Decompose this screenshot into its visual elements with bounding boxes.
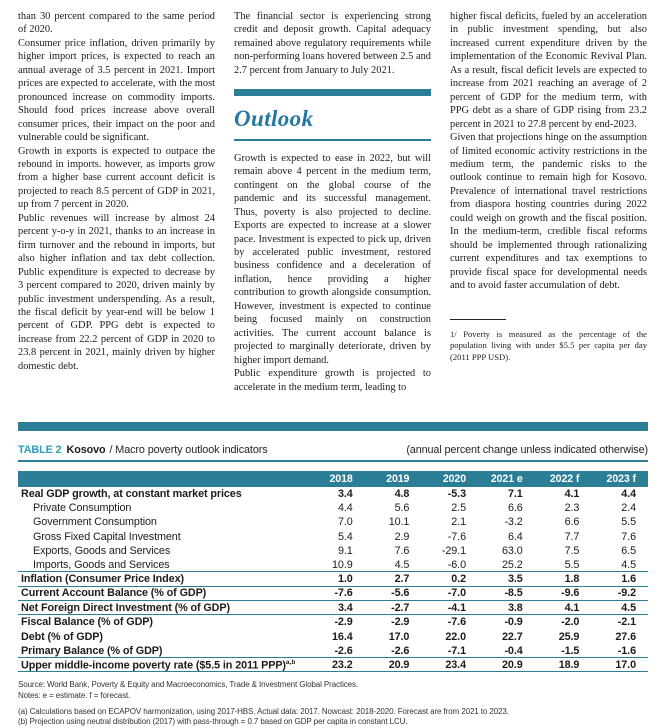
value-cell: 20.9 — [502, 658, 523, 671]
row-label: Primary Balance (% of GDP) — [21, 644, 163, 657]
table-body — [18, 487, 648, 673]
value-cell: 3.4 — [337, 601, 353, 614]
table-country: Kosovo — [66, 444, 106, 456]
value-cell: -8.5 — [504, 587, 523, 600]
value-cell: 16.4 — [332, 630, 353, 643]
value-cell: 6.5 — [621, 544, 636, 557]
table-title-text: / Macro poverty outlook indicators — [109, 444, 268, 456]
table-row — [18, 630, 648, 644]
column-left-paragraphs — [18, 10, 215, 373]
value-cell: 1.6 — [621, 573, 636, 586]
year-header-cell: 2020 — [442, 472, 466, 485]
value-cell: -2.7 — [391, 601, 410, 614]
value-cell: -0.9 — [504, 616, 523, 629]
column-middle-paragraphs-before — [234, 10, 431, 77]
year-header-cell: 2018 — [329, 472, 353, 485]
value-cell: -2.6 — [391, 644, 410, 657]
row-label: Debt (% of GDP) — [21, 630, 103, 643]
row-label: Upper middle-income poverty rate ($5.5 in 2011 PPP)$^{a,b}$ — [21, 658, 296, 672]
value-cell: -7.6 — [334, 587, 353, 600]
row-label: Current Account Balance (% of GDP) — [21, 587, 207, 600]
table-row — [18, 558, 648, 572]
value-cell: 2.3 — [564, 502, 580, 515]
outlook-underline — [234, 139, 431, 141]
value-cell: 5.5 — [621, 516, 636, 529]
value-cell: -5.3 — [447, 487, 466, 500]
table-title-left — [18, 444, 268, 456]
value-cell: -0.4 — [504, 644, 523, 657]
paragraph: higher fiscal deficits, fueled by an acceleration in public investment spending, but also increased current expenditure driven by the implementation of the Economic Revival Plan. As a result, fiscal deficit levels are expected to increase from 2021 reaching an average of 2 percent of GDP for the medium term, with PPG debt as a share of GDP rising from 23.2 percent in 2021 to 27.8 percent by end-2023. — [450, 11, 647, 130]
value-cell: 4.5 — [394, 558, 410, 571]
value-cell: -7.6 — [447, 616, 466, 629]
table-row — [18, 529, 648, 543]
paragraph: Growth is expected to ease in 2022, but will remain above 4 percent in the medium term, contingent on the global course of the pandemic and its successful management. Thus, poverty is also projected to decline. Exports are expected to increase at a slower pace. Investment is expected to pick up, driven by accelerated public investment, restored business confidence and a deceleration of inflation, hence providing a higher contribution to growth alongside consumption. However, investment is expected to continue being focused mainly on construction activities. The current account balance is projected to marginally deteriorate, driven by higher import demand. — [234, 152, 431, 366]
column-left — [18, 10, 215, 422]
value-cell: -2.0 — [561, 616, 580, 629]
table-row — [18, 572, 648, 586]
column-middle — [234, 10, 431, 422]
row-label: Private Consumption — [33, 502, 132, 515]
value-cell: 2.7 — [394, 573, 410, 586]
outlook-section-header — [234, 89, 431, 141]
value-cell: 7.5 — [564, 544, 580, 557]
row-label-superscript: a,b — [285, 658, 296, 666]
table-notes — [18, 680, 648, 727]
value-cell: 4.1 — [564, 487, 580, 500]
table-section-divider-bar — [18, 422, 648, 431]
value-cell: 0.2 — [451, 573, 466, 586]
value-cell: 4.8 — [394, 487, 410, 500]
table-row — [18, 644, 648, 658]
value-cell: 2.1 — [451, 516, 466, 529]
table-title-row — [18, 444, 648, 456]
paragraph: Public expenditure growth is projected to accelerate in the medium term, leading to — [234, 368, 431, 393]
outlook-heading: Outlook — [234, 106, 314, 132]
table-row — [18, 658, 648, 672]
value-cell: 3.5 — [507, 573, 523, 586]
paragraph: than 30 percent compared to the same period of 2020. — [18, 11, 215, 36]
value-cell: -9.2 — [617, 587, 636, 600]
year-header-cell: 2022 f — [549, 472, 580, 485]
value-cell: 7.1 — [507, 487, 523, 500]
value-cell: 5.4 — [337, 530, 353, 543]
value-cell: 1.0 — [337, 573, 353, 586]
value-cell: 10.1 — [388, 516, 410, 529]
value-cell: -9.6 — [561, 587, 580, 600]
paragraph: Consumer price inflation, driven primarily by higher import prices, is expected to reach an annual average of 3.5 percent in 2021. Import prices are expected to accelerate, with the most pronounced increase on commodity imports. Should food prices increase above overall consumer prices, their impact on the poor and vulnerable could be significant. — [18, 37, 215, 144]
value-cell: 6.6 — [564, 516, 580, 529]
column-right-paragraphs — [450, 10, 647, 293]
row-label: Government Consumption — [33, 516, 157, 529]
footnote-rule — [450, 319, 506, 320]
value-cell: -29.1 — [441, 544, 466, 557]
row-label: Real GDP growth, at constant market prices — [21, 487, 242, 500]
poverty-footnote: 1/ Poverty is measured as the percentage of the population living with under $5.5 per capita per day (2011 PPP USD). — [450, 328, 647, 362]
value-cell: 22.0 — [445, 630, 466, 643]
value-cell: 25.2 — [502, 558, 523, 571]
value-cell: 18.9 — [558, 658, 580, 671]
value-cell: 4.5 — [621, 558, 636, 571]
value-cell: 22.7 — [502, 630, 523, 643]
value-cell: 4.1 — [564, 601, 580, 614]
value-cell: -6.0 — [447, 558, 466, 571]
table-row — [18, 487, 648, 501]
year-header-cell: 2019 — [386, 472, 410, 485]
table-row — [18, 587, 648, 601]
value-cell: 4.5 — [621, 601, 636, 614]
value-cell: -2.9 — [334, 616, 353, 629]
value-cell: 20.9 — [388, 658, 410, 671]
macro-poverty-table — [18, 444, 648, 728]
notes-line: Notes: e = estimate. f = forecast. — [18, 691, 131, 701]
table-row — [18, 615, 648, 629]
value-cell: -7.1 — [447, 644, 466, 657]
value-cell: 3.4 — [337, 487, 353, 500]
row-label: Inflation (Consumer Price Index) — [21, 573, 184, 586]
paragraph: Public revenues will increase by almost 24 percent y-o-y in 2021, thanks to an increase in firm turnover and the rebound in imports, but also higher inflation and tax debt collection. Public expenditure is expected to decrease by 3 percent compared to 2020, driven mainly by public investment underspending. As a result, the fiscal deficit by year-end will be below 1 percent of GDP. PPG debt is expected to increase from 22.2 percent of GDP in 2020 to 23.8 percent in 2021, mainly driven by higher domestic debt. — [18, 212, 215, 372]
table-row — [18, 544, 648, 558]
value-cell: 6.6 — [507, 502, 523, 515]
value-cell: 5.6 — [394, 502, 410, 515]
paragraph: The financial sector is experiencing strong credit and deposit growth. Capital adequacy remained above regulatory requirements while non-performing loans hovered between 2.5 and 2.7 percent from January to July 2021. — [234, 11, 431, 76]
text-columns — [18, 10, 648, 422]
value-cell: 4.4 — [337, 502, 353, 515]
value-cell: 7.7 — [564, 530, 580, 543]
table-title-rule — [18, 460, 648, 462]
column-right — [450, 10, 647, 422]
value-cell: -5.6 — [391, 587, 410, 600]
value-cell: -2.6 — [334, 644, 353, 657]
source-line: Source: World Bank, Poverty & Equity and Macroeconomics, Trade & Investment Global Practices. — [18, 680, 359, 690]
value-cell: 4.4 — [621, 487, 636, 500]
value-cell: -2.9 — [391, 616, 410, 629]
value-cell: 2.4 — [621, 502, 636, 515]
value-cell: 5.5 — [564, 558, 580, 571]
value-cell: 7.6 — [621, 530, 636, 543]
value-cell: -3.2 — [504, 516, 523, 529]
value-cell: 9.1 — [337, 544, 353, 557]
value-cell: 2.9 — [394, 530, 410, 543]
paragraph: Given that projections hinge on the assumption of limited economic activity restrictions in the medium term, the pandemic risks to the outlook continue to remain high for Kosovo. Prevalence of international travel restrictions from diaspora hosting countries during 2022 could weigh on growth and the fiscal position. In the medium-term, credible fiscal reforms should be implemented through rationalizing current expenditures and tax exemptions to provide fiscal space for developmental needs and to avoid faster accumulation of debt. — [450, 132, 647, 292]
value-cell: 23.2 — [332, 658, 353, 671]
value-cell: 17.0 — [615, 658, 636, 671]
value-cell: -7.6 — [447, 530, 466, 543]
row-label: Fiscal Balance (% of GDP) — [21, 616, 153, 629]
table-header-row — [18, 471, 648, 487]
column-middle-paragraphs-after — [234, 152, 431, 394]
table-row — [18, 515, 648, 529]
value-cell: 25.9 — [558, 630, 580, 643]
value-cell: -7.0 — [447, 587, 466, 600]
table-units-note: (annual percent change unless indicated otherwise) — [406, 444, 648, 456]
value-cell: 1.8 — [564, 573, 580, 586]
value-cell: 10.9 — [332, 558, 353, 571]
row-label: Imports, Goods and Services — [33, 558, 170, 571]
value-cell: 17.0 — [388, 630, 410, 643]
value-cell: 7.6 — [394, 544, 410, 557]
table-row — [18, 601, 648, 615]
value-cell: 7.0 — [337, 516, 353, 529]
value-cell: 2.5 — [451, 502, 466, 515]
value-cell: 23.4 — [445, 658, 466, 671]
value-cell: -1.5 — [561, 644, 580, 657]
note-a: (a) Calculations based on ECAPOV harmonization, using 2017-HBS. Actual data: 2017. Nowcast: 2018-2020. Forecast are from 2021 to 2023. — [18, 706, 509, 716]
value-cell: 27.6 — [615, 630, 636, 643]
note-b: (b) Projection using neutral distribution (2017) with pass-through = 0.7 based on GDP per capita in constant LCU. — [18, 717, 408, 727]
table-number-label: TABLE 2 — [18, 444, 62, 456]
value-cell: 6.4 — [507, 530, 523, 543]
row-label: Net Foreign Direct Investment (% of GDP) — [21, 601, 230, 614]
value-cell: -4.1 — [447, 601, 466, 614]
row-label: Exports, Goods and Services — [33, 544, 171, 557]
value-cell: -2.1 — [617, 616, 636, 629]
value-cell: -1.6 — [617, 644, 636, 657]
year-header-cell: 2021 e — [490, 472, 523, 485]
paragraph: Growth in exports is expected to outpace the rebound in imports. however, as imports grow from a higher base current account deficit is projected to reach 8.5 percent of GDP in 2021, up from 7 percent in 2020. — [18, 145, 215, 211]
year-header-cell: 2023 f — [606, 472, 636, 485]
table-row — [18, 501, 648, 515]
row-label: Gross Fixed Capital Investment — [33, 530, 181, 543]
value-cell: 3.8 — [507, 601, 523, 614]
value-cell: 63.0 — [502, 544, 523, 557]
section-divider-bar — [234, 89, 431, 96]
